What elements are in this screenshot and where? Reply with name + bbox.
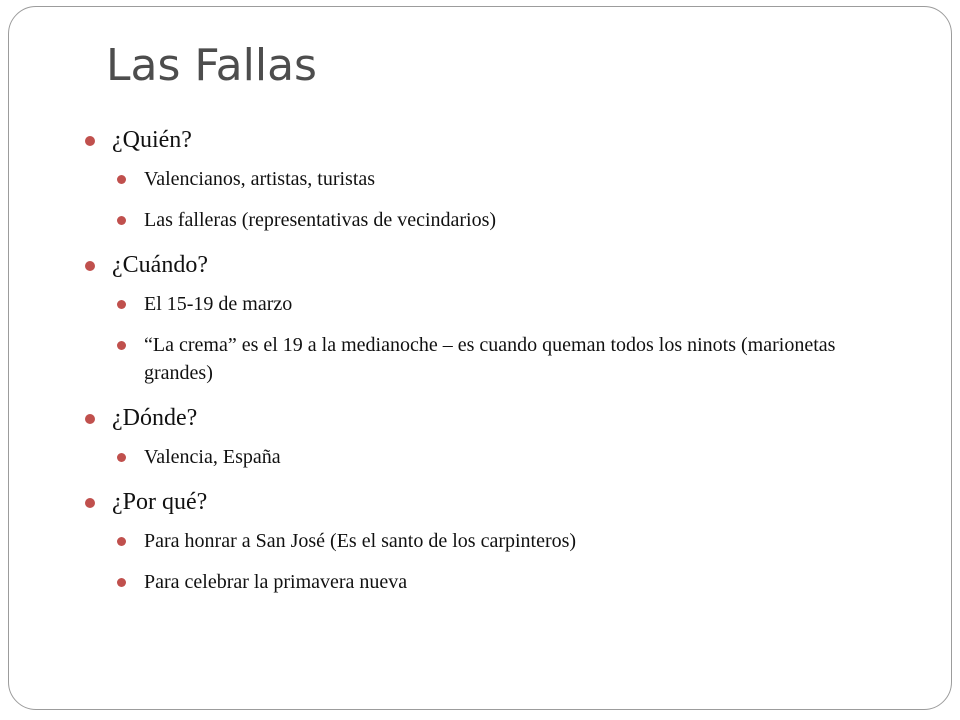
- bullet-heading: ¿Dónde?: [112, 405, 198, 431]
- bullet-item: [84, 400, 874, 437]
- sub-bullet-text: Para celebrar la primavera nueva: [144, 571, 408, 593]
- sub-bullet-item: [84, 206, 874, 234]
- sub-bullet-text: Para honrar a San José (Es el santo de los carpinteros): [144, 530, 577, 552]
- bullet-icon: [117, 175, 126, 184]
- bullet-icon: [117, 578, 126, 587]
- sub-bullet-text: El 15-19 de marzo: [144, 293, 293, 315]
- sub-bullet-text: Valencianos, artistas, turistas: [144, 168, 376, 190]
- section-por-que: [84, 484, 874, 596]
- sub-bullet-text: “La crema” es el 19 a la medianoche – es cuando queman todos los ninots (marionetas grandes): [144, 334, 836, 384]
- bullet-icon: [117, 453, 126, 462]
- sub-bullet-text: Las falleras (representativas de vecindarios): [144, 209, 497, 231]
- bullet-heading: ¿Cuándo?: [112, 252, 208, 278]
- sub-bullet-item: [84, 527, 874, 555]
- bullet-icon: [85, 498, 95, 508]
- section-donde: [84, 400, 874, 471]
- bullet-icon: [117, 216, 126, 225]
- sub-bullet-item: [84, 165, 874, 193]
- bullet-icon: [85, 414, 95, 424]
- bullet-icon: [117, 341, 126, 350]
- section-cuando: [84, 247, 874, 387]
- slide-title: Las Fallas: [106, 40, 317, 91]
- sub-bullet-item: [84, 290, 874, 318]
- bullet-list: [84, 122, 874, 609]
- bullet-heading: ¿Quién?: [112, 127, 192, 153]
- section-quien: [84, 122, 874, 234]
- bullet-item: [84, 247, 874, 284]
- sub-bullet-item: [84, 443, 874, 471]
- sub-bullet-item: [84, 568, 874, 596]
- bullet-icon: [85, 261, 95, 271]
- bullet-icon: [117, 537, 126, 546]
- bullet-item: [84, 122, 874, 159]
- sub-bullet-text: Valencia, España: [144, 446, 281, 468]
- bullet-icon: [117, 300, 126, 309]
- sub-bullet-item: [84, 331, 884, 387]
- bullet-heading: ¿Por qué?: [112, 489, 208, 515]
- bullet-icon: [85, 136, 95, 146]
- bullet-item: [84, 484, 874, 521]
